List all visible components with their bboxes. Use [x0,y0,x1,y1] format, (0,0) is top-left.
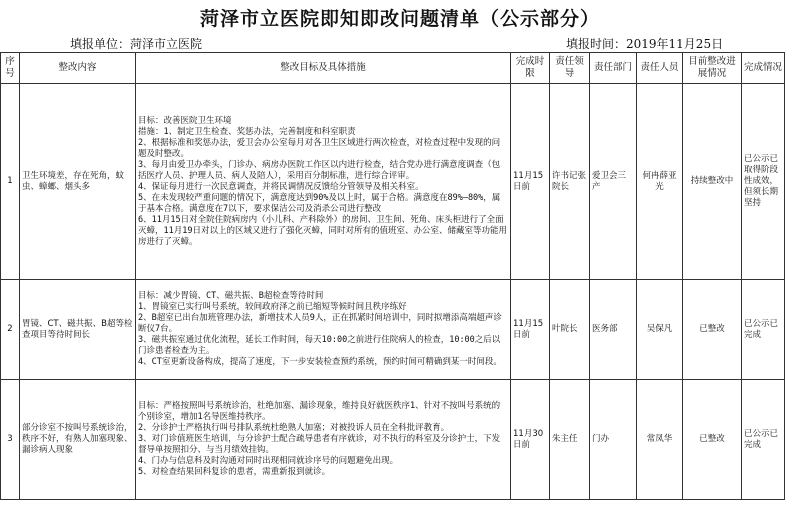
document-title: 菏泽市立医院即知即改问题清单（公示部分） [199,8,600,30]
header-status: 完成情况 [742,53,785,84]
row-measures [136,280,511,380]
row-person: 常凤华 [637,380,683,500]
header-progress: 目前整改进展情况 [683,53,742,84]
header-content: 整改内容 [20,53,136,84]
row-progress: 已整改 [683,380,742,500]
reporting-unit: 填报单位：菏泽市立医院 [70,37,203,51]
measure-line: 3、磁共振室通过优化流程，延长工作时间，每天10:00之前进行住院病人的检查，10:00之后以门诊患者检查为主。 [138,335,501,356]
measure-line: 4、保证每月进行一次民意调查，并将民调情况反馈给分管领导及相关科室。 [138,181,424,192]
row-content: 卫生环境差，存在死角，蚊虫、蟑螂、烟头多 [20,84,136,280]
measure-line: 3、每月由爱卫办牵头，门诊办、病房办医院工作区以内进行检查，结合党办进行满意度调查（包括医疗人员、护理人员、病人及陪人），采用百分制标准，进行综合评审。 [138,159,501,181]
row-time: 11月15日前 [511,280,550,380]
header-leader: 责任领导 [550,53,590,84]
row-progress: 已整改 [683,280,742,380]
reporting-date: 填报时间：2019年11月25日 [566,37,724,51]
header-dept: 责任部门 [590,53,637,84]
table-row [1,84,785,280]
row-seq: 2 [1,280,20,380]
measure-line: 目标：减少胃镜、CT、磁共振、B超检查等待时间 [138,291,324,301]
row-status: 已公示已完成 [742,280,785,380]
measure-line: 6、11月15日对全院住院病房内（小儿科、产科除外）的房间、卫生间、死角、床头柜进行了全面灭蟑，11月19日对以上的区域又进行了强化灭蟑，同时对所有的值班室、办公室、储藏室等功能用房进行了灭蟑。 [138,214,507,247]
header-seq: 序号 [1,53,20,84]
measure-line: 1、胃镜室已实行叫号系统，较间政府泽之前已缩短等候时间且秩序练好 [138,302,407,312]
measure-line: 2、分诊护士严格执行叫号排队系统杜绝熟人加塞；对被投诉人员在全科批评教育。 [138,423,450,433]
table-row [1,280,785,380]
row-time: 11月15日前 [511,84,550,280]
row-seq: 1 [1,84,20,280]
row-status: 已公示已取得阶段性成效，但须长期坚持 [742,84,785,280]
measure-line: 措施：1、制定卫生检查、奖惩办法，完善制度和科室职责 [138,126,356,137]
row-status: 已公示已完成 [742,380,785,500]
measure-line: 目标：严格按照叫号系统诊治，杜绝加塞、漏诊现象，维持良好就医秩序1、针对不按叫号系统的个别诊室，增加1名导医维持秩序。 [138,401,501,422]
header-person: 责任人员 [637,53,683,84]
rectification-table [0,52,785,500]
measure-line: 2、根据标准和奖惩办法，爱卫会办公室每月对各卫生区域进行两次检查，对检查过程中发现的问题及时整改。 [138,137,501,159]
table-row [1,380,785,500]
row-dept: 门办 [590,380,637,500]
row-progress: 持续整改中 [683,84,742,280]
row-dept: 医务部 [590,280,637,380]
row-person: 吴保凡 [637,280,683,380]
measure-line: 4、CT室更新设备构成，提高了速度，下一步安装检查预约系统，预约时间可精确到某一时间段。 [138,357,502,367]
row-content: 胃镜、CT、磁共振、B超等检查项目等待时间长 [20,280,136,380]
row-content: 部分诊室不按叫号系统诊治，秩序不好，有熟人加塞现象、漏诊病人现象 [20,380,136,500]
measure-line: 3、对门诊值班医生培训，与分诊护士配合疏导患者有序就诊，对不执行的科室及分诊护士，下发督导单按照扣分、与当月绩效挂钩。 [138,434,501,455]
row-leader: 许书记张院长 [550,84,590,280]
row-dept: 爱卫会三产 [590,84,637,280]
row-person: 何冉薛亚光 [637,84,683,280]
measure-line: 5、对检查结果回科复诊的患者，需重新报到就诊。 [138,467,331,477]
header-time: 完成时限 [511,53,550,84]
row-time: 11月30日前 [511,380,550,500]
row-leader: 朱主任 [550,380,590,500]
measure-line: 2、B超室已出台加班管理办法，新增技术人员9人，正在抓紧时间培训中，同时拟增添高端超声诊断仪7台。 [138,313,502,334]
measure-line: 目标：改善医院卫生环境 [138,115,232,126]
header-row [1,53,785,84]
measure-line: 4、门办与信息科及时沟通对同时出现相同就诊序号的问题避免出现。 [138,456,399,466]
row-leader: 叶院长 [550,280,590,380]
row-measures [136,84,511,280]
row-seq: 3 [1,380,20,500]
row-measures [136,380,511,500]
header-measures: 整改目标及具体措施 [136,53,511,84]
measure-line: 5、在未发现较严重问题的情况下，满意度达到90%及以上时，属于合格。满意度在89%—80%，属于基本合格。满意度在7以下，要求保洁公司及消杀公司进行整改 [138,192,501,214]
